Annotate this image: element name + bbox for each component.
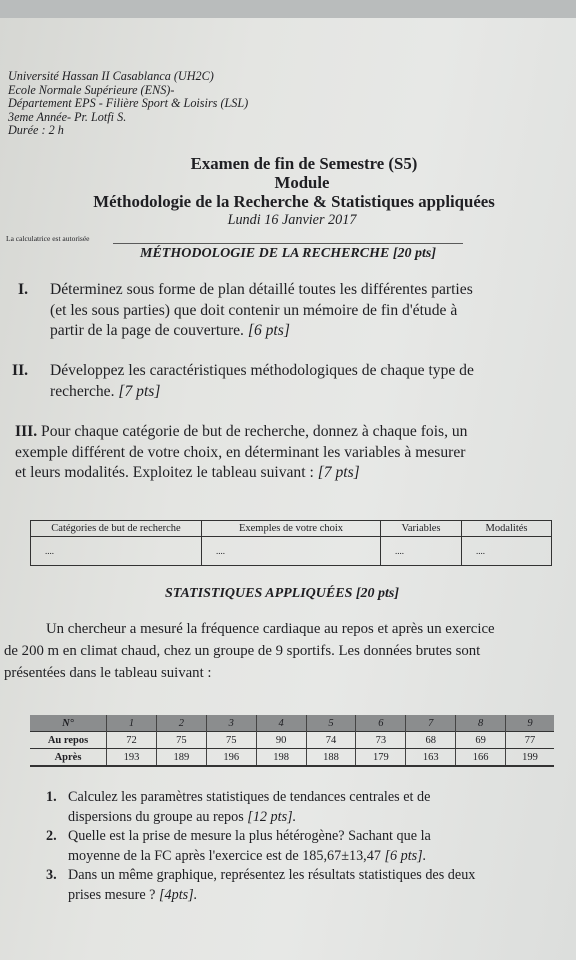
table-cell: 72	[107, 732, 157, 749]
divider-line	[113, 243, 463, 244]
header-line: Département EPS - Filière Sport & Loisirs (LSL)	[8, 96, 249, 111]
intro-line: présentées dans le tableau suivant :	[4, 665, 212, 681]
table-cell: 75	[206, 732, 256, 749]
question-number: 2.	[46, 828, 57, 844]
table-header: 4	[256, 715, 306, 732]
header-line: Université Hassan II Casablanca (UH2C)	[8, 69, 214, 83]
table-header: 9	[506, 715, 555, 732]
table-header: 3	[206, 715, 256, 732]
question-line: Pour chaque catégorie de but de recherche, donnez à chaque fois, un	[41, 423, 468, 440]
question-number: I.	[18, 281, 28, 298]
list-item	[36, 827, 566, 866]
table-row	[30, 715, 554, 732]
intro-line: Un chercheur a mesuré la fréquence cardiaque au repos et après un exercice	[46, 621, 495, 637]
research-goal-table	[30, 520, 552, 566]
question-number: III.	[15, 423, 38, 440]
question-line: dispersions du groupe au repos	[68, 808, 244, 825]
statistics-intro	[4, 618, 554, 684]
question-points: [7 pts]	[317, 464, 360, 481]
question-line: Déterminez sous forme de plan détaillé toutes les différentes parties	[50, 281, 473, 298]
question-line: exemple différent de votre choix, en déterminant les variables à mesurer	[15, 443, 466, 461]
institution-header	[8, 70, 308, 138]
exam-title: Examen de fin de Semestre (S5)	[190, 154, 418, 173]
calculator-note: La calculatrice est autorisée	[6, 234, 90, 243]
question-line: et leurs modalités. Exploitez le tableau suivant :	[15, 464, 314, 481]
section-title-methodology: MÉTHODOLOGIE DE LA RECHERCHE [20 pts]	[140, 246, 436, 261]
question-line: Développez les caractéristiques méthodologiques de chaque type de	[50, 362, 474, 379]
exam-title-block	[0, 154, 576, 229]
exam-sheet	[0, 18, 576, 960]
question-line: recherche.	[50, 382, 115, 400]
question-points: [12 pts].	[247, 808, 297, 825]
heart-rate-table	[30, 715, 554, 767]
question-line: Calculez les paramètres statistiques de tendances centrales et de	[68, 789, 431, 805]
table-cell: 73	[356, 732, 406, 749]
question-text	[50, 361, 558, 402]
header-line: Ecole Normale Supérieure (ENS)-	[8, 82, 175, 97]
table-row	[30, 732, 554, 749]
question-line: (et les sous parties) que doit contenir un mémoire de fin d'étude à	[50, 301, 458, 319]
table-cell: 69	[456, 732, 506, 749]
table-cell: ....	[462, 537, 552, 566]
table-header: 7	[406, 715, 456, 732]
list-item	[36, 788, 566, 827]
table-header: Variables	[381, 521, 462, 537]
question-line: partir de la page de couverture.	[50, 322, 244, 339]
question-number: 3.	[46, 867, 57, 883]
table-cell: ....	[381, 537, 462, 566]
statistics-questions	[36, 788, 566, 905]
table-cell: 90	[256, 732, 306, 749]
question-points: [4pts].	[159, 886, 198, 903]
table-header: N°	[30, 715, 107, 732]
table-cell: 196	[206, 749, 256, 767]
table-header: 1	[107, 715, 157, 732]
table-cell: 189	[156, 749, 206, 767]
question-points: [6 pts]	[247, 322, 290, 339]
question-points: [6 pts].	[384, 847, 427, 864]
exam-date: Lundi 16 Janvier 2017	[227, 212, 357, 228]
question-points: [7 pts]	[118, 382, 161, 400]
table-cell: 193	[107, 749, 157, 767]
question-number: 1.	[46, 789, 57, 805]
question-text	[50, 280, 558, 342]
table-cell: 77	[506, 732, 555, 749]
table-header: Catégories de but de recherche	[31, 521, 202, 537]
subject-title: Méthodologie de la Recherche & Statistiques appliquées	[93, 192, 495, 211]
table-cell: 75	[156, 732, 206, 749]
question-line: Quelle est la prise de mesure la plus hétérogène? Sachant que la	[68, 828, 431, 844]
table-cell: 179	[356, 749, 406, 767]
table-cell: 166	[456, 749, 506, 767]
table-cell: 163	[406, 749, 456, 767]
table-cell: 198	[256, 749, 306, 767]
table-cell: 68	[406, 732, 456, 749]
section-title-statistics: STATISTIQUES APPLIQUÉES [20 pts]	[164, 586, 400, 601]
question-text	[15, 422, 555, 484]
table-header: 6	[356, 715, 406, 732]
table-cell: ....	[31, 537, 202, 566]
table-header: Exemples de votre choix	[202, 521, 381, 537]
table-row	[30, 749, 554, 767]
table-cell: ....	[202, 537, 381, 566]
row-label: Après	[30, 749, 107, 767]
module-label: Module	[274, 173, 330, 192]
table-header: Modalités	[462, 521, 552, 537]
table-cell: 188	[306, 749, 356, 767]
header-line: 3eme Année- Pr. Lotfi S.	[8, 109, 127, 124]
table-cell: 74	[306, 732, 356, 749]
list-item	[36, 866, 566, 905]
table-header: 2	[156, 715, 206, 732]
table-cell: 199	[506, 749, 555, 767]
table-header: 8	[456, 715, 506, 732]
intro-line: de 200 m en climat chaud, chez un groupe de 9 sportifs. Les données brutes sont	[4, 643, 481, 659]
question-line: prises mesure ?	[68, 886, 156, 903]
question-line: Dans un même graphique, représentez les résultats statistiques des deux	[68, 867, 476, 883]
question-line: moyenne de la FC après l'exercice est de 185,67±13,47	[68, 847, 381, 864]
question-number: II.	[12, 362, 29, 379]
row-label: Au repos	[30, 732, 107, 749]
header-line: Durée : 2 h	[8, 123, 64, 138]
table-header: 5	[306, 715, 356, 732]
